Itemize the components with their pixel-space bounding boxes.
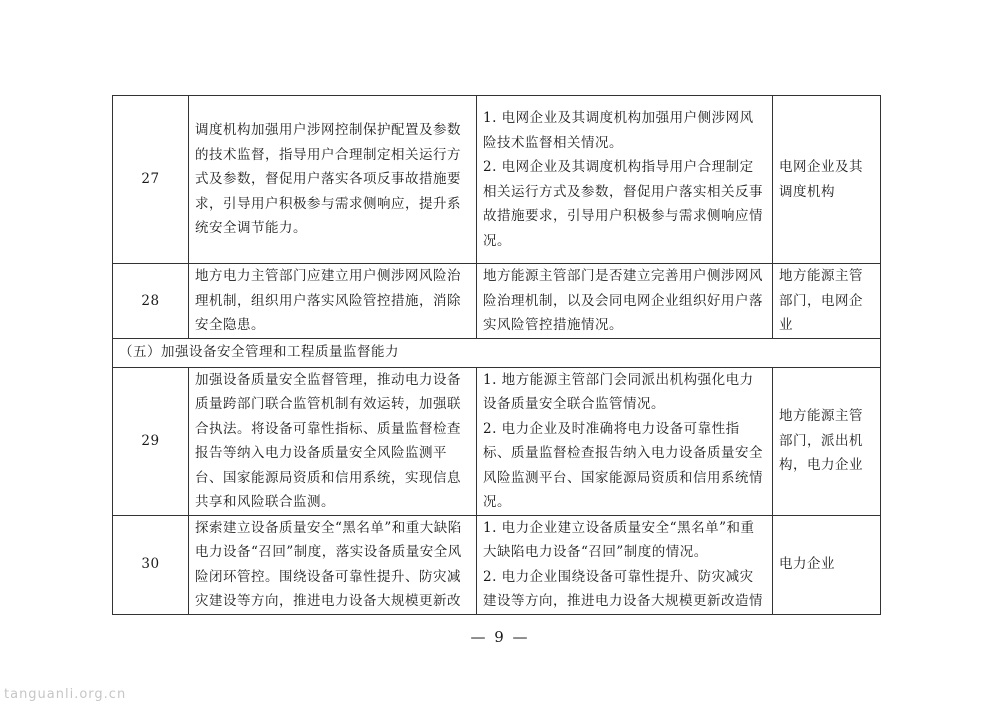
row-number: 30 (113, 515, 189, 614)
check-text (477, 264, 773, 339)
row-number: 28 (113, 264, 189, 339)
category-row (113, 338, 881, 367)
check-item: 地方能源主管部门是否建立完善用户侧涉网风险治理机制，以及会同电网企业组织好用户落实风险管控措施情况。 (483, 268, 763, 333)
responsible-unit: 电力企业 (773, 515, 881, 614)
table-row (113, 264, 881, 339)
measure-text: 地方电力主管部门应建立用户侧涉网风险治理机制，组织用户落实风险管控措施，消除安全隐患。 (189, 264, 477, 339)
page-number: — 9 — (470, 628, 530, 646)
row-number: 27 (113, 96, 189, 264)
watermark: tanguanli.org.cn (4, 687, 127, 702)
check-item: 2. 电力企业及时准确将电力设备可靠性指标、质量监督检查报告纳入电力设备质量安全风险监测平台、国家能源局资质和信用系统情况。 (483, 420, 763, 510)
measure-text: 加强设备质量安全监督管理，推动电力设备质量跨部门联合监管机制有效运转，加强联合执法。将设备可靠性指标、质量监督检查报告等纳入电力设备质量安全风险监测平台、国家能源局资质和信用系统，实现信息共享和风险联合监测。 (189, 367, 477, 515)
table-row (113, 515, 881, 614)
responsible-unit: 地方能源主管部门，派出机构，电力企业 (773, 367, 881, 515)
check-item: 2. 电力企业围绕设备可靠性提升、防灾减灾建设等方向，推进电力设备大规模更新改造情 (483, 568, 763, 609)
check-text (477, 96, 773, 264)
measures-table (112, 95, 881, 615)
responsible-unit: 电网企业及其调度机构 (773, 96, 881, 264)
check-text (477, 367, 773, 515)
measure-text: 探索建立设备质量安全“黑名单”和重大缺陷电力设备“召回”制度，落实设备质量安全风险闭环管控。围绕设备可靠性提升、防灾减灾建设等方向，推进电力设备大规模更新改 (189, 515, 477, 614)
check-item: 1. 电网企业及其调度机构加强用户侧涉网风险技术监督相关情况。 (483, 110, 754, 151)
table-row (113, 367, 881, 515)
check-item: 1. 电力企业建立设备质量安全“黑名单”和重大缺陷电力设备“召回”制度的情况。 (483, 519, 755, 560)
category-heading: （五）加强设备安全管理和工程质量监督能力 (113, 338, 881, 367)
table-row (113, 96, 881, 264)
check-text (477, 515, 773, 614)
responsible-unit: 地方能源主管部门，电网企业 (773, 264, 881, 339)
check-item: 1. 地方能源主管部门会同派出机构强化电力设备质量安全联合监管情况。 (483, 371, 754, 412)
measure-text: 调度机构加强用户涉网控制保护配置及参数的技术监督，指导用户合理制定相关运行方式及参数，督促用户落实各项反事故措施要求，引导用户积极参与需求侧响应，提升系统安全调节能力。 (189, 96, 477, 264)
check-item: 2. 电网企业及其调度机构指导用户合理制定相关运行方式及参数，督促用户落实相关反事故措施要求，引导用户积极参与需求侧响应情况。 (483, 159, 763, 249)
row-number: 29 (113, 367, 189, 515)
